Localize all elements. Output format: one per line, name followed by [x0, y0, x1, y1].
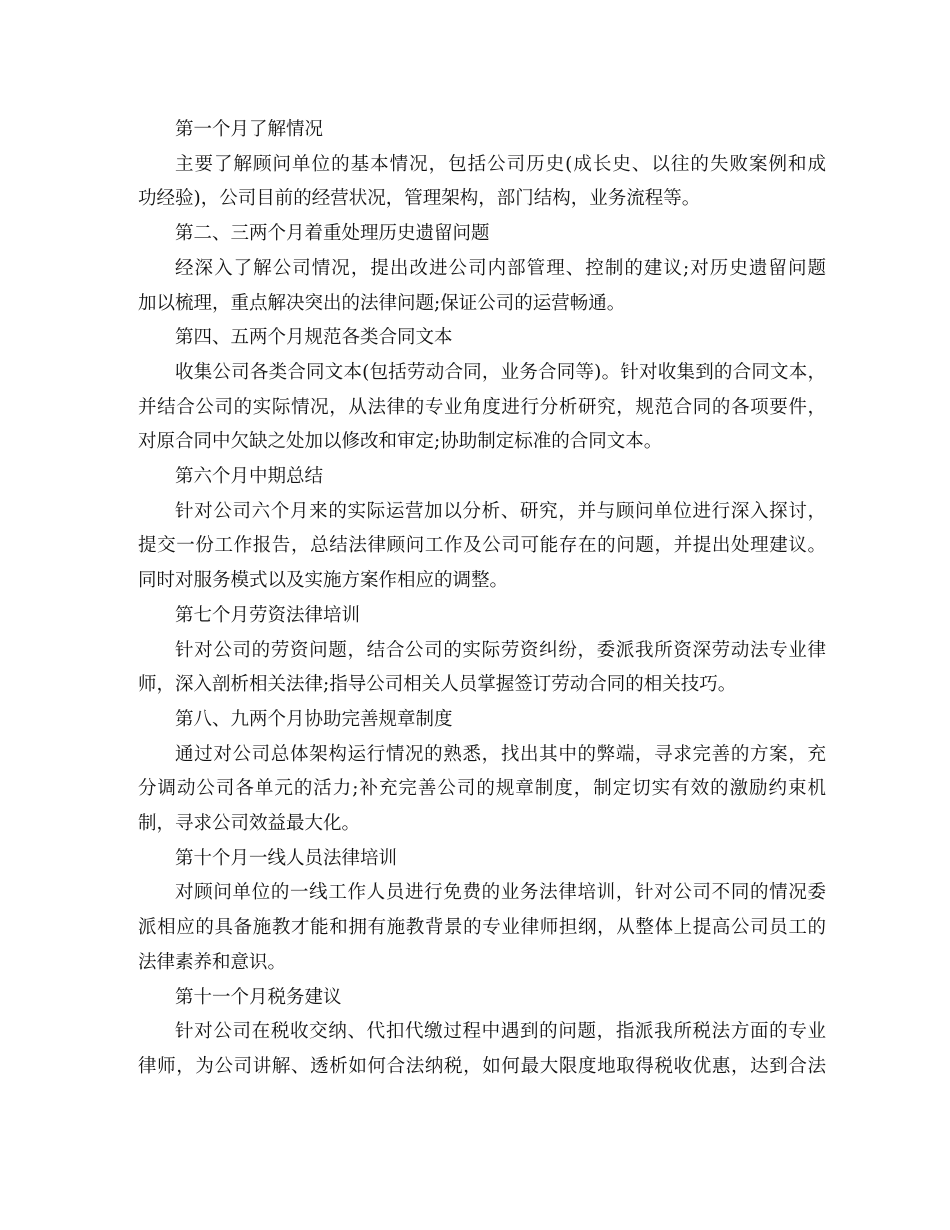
section-heading: 第六个月中期总结 — [175, 466, 324, 488]
paragraph-line: 主要了解顾问单位的基本情况，包括公司历史(成长史、以往的失败案例和成 — [175, 153, 826, 175]
paragraph-line: 加以梳理，重点解决突出的法律问题;保证公司的运营畅通。 — [138, 292, 626, 314]
paragraph-line: 针对公司的劳资问题，结合公司的实际劳资纠纷，委派我所资深劳动法专业律 — [175, 639, 826, 661]
section-month-10 — [138, 842, 826, 981]
section-month-7 — [138, 599, 826, 703]
paragraph-line: 通过对公司总体架构运行情况的熟悉，找出其中的弊端，寻求完善的方案，充 — [175, 743, 826, 765]
paragraph-line: 功经验)，公司目前的经营状况，管理架构，部门结构，业务流程等。 — [138, 188, 701, 210]
paragraph-line: 对原合同中欠缺之处加以修改和审定;协助制定标准的合同文本。 — [138, 431, 663, 453]
section-heading: 第二、三两个月着重处理历史遗留问题 — [175, 223, 490, 245]
section-paragraph — [138, 634, 826, 703]
document-page — [138, 113, 826, 1085]
paragraph-line: 师，深入剖析相关法律;指导公司相关人员掌握签订劳动合同的相关技巧。 — [138, 674, 737, 696]
paragraph-line: 针对公司六个月来的实际运营加以分析、研究，并与顾问单位进行深入探讨， — [175, 500, 826, 522]
paragraph-line: 制，寻求公司效益最大化。 — [138, 813, 361, 835]
paragraph-line: 对顾问单位的一线工作人员进行免费的业务法律培训，针对公司不同的情况委 — [175, 882, 826, 904]
section-month-1 — [138, 113, 826, 217]
paragraph-line: 派相应的具备施教才能和拥有施教背景的专业律师担纲，从整体上提高公司员工的 — [138, 917, 826, 939]
section-month-8-9 — [138, 703, 826, 842]
section-month-4-5 — [138, 321, 826, 460]
section-heading: 第十一个月税务建议 — [175, 986, 342, 1008]
section-month-11 — [138, 981, 826, 1085]
paragraph-line: 经深入了解公司情况，提出改进公司内部管理、控制的建议;对历史遗留问题 — [175, 257, 826, 279]
paragraph-line: 分调动公司各单元的活力;补充完善公司的规章制度，制定切实有效的激励约束机 — [138, 778, 826, 800]
section-paragraph — [138, 876, 826, 980]
paragraph-line: 同时对服务模式以及实施方案作相应的调整。 — [138, 570, 509, 592]
section-heading: 第一个月了解情况 — [175, 119, 324, 140]
section-paragraph — [138, 738, 826, 842]
paragraph-line: 收集公司各类合同文本(包括劳动合同，业务合同等)。针对收集到的合同文本， — [175, 361, 826, 383]
section-heading: 第七个月劳资法律培训 — [175, 604, 361, 626]
section-paragraph — [138, 495, 826, 599]
section-paragraph — [138, 148, 826, 217]
paragraph-line: 针对公司在税收交纳、代扣代缴过程中遇到的问题，指派我所税法方面的专业 — [175, 1021, 826, 1043]
section-heading: 第八、九两个月协助完善规章制度 — [175, 708, 453, 730]
section-month-2-3 — [138, 217, 826, 321]
paragraph-line: 法律素养和意识。 — [138, 951, 287, 973]
paragraph-line: 律师，为公司讲解、透析如何合法纳税，如何最大限度地取得税收优惠，达到合法 — [138, 1055, 826, 1077]
section-heading: 第四、五两个月规范各类合同文本 — [175, 327, 453, 349]
paragraph-line: 提交一份工作报告，总结法律顾问工作及公司可能存在的问题，并提出处理建议。 — [138, 535, 826, 557]
paragraph-line: 并结合公司的实际情况，从法律的专业角度进行分析研究，规范合同的各项要件， — [138, 396, 826, 418]
section-paragraph — [138, 1015, 826, 1084]
section-month-6 — [138, 460, 826, 599]
section-heading: 第十个月一线人员法律培训 — [175, 847, 398, 869]
section-paragraph — [138, 356, 826, 460]
section-paragraph — [138, 252, 826, 321]
